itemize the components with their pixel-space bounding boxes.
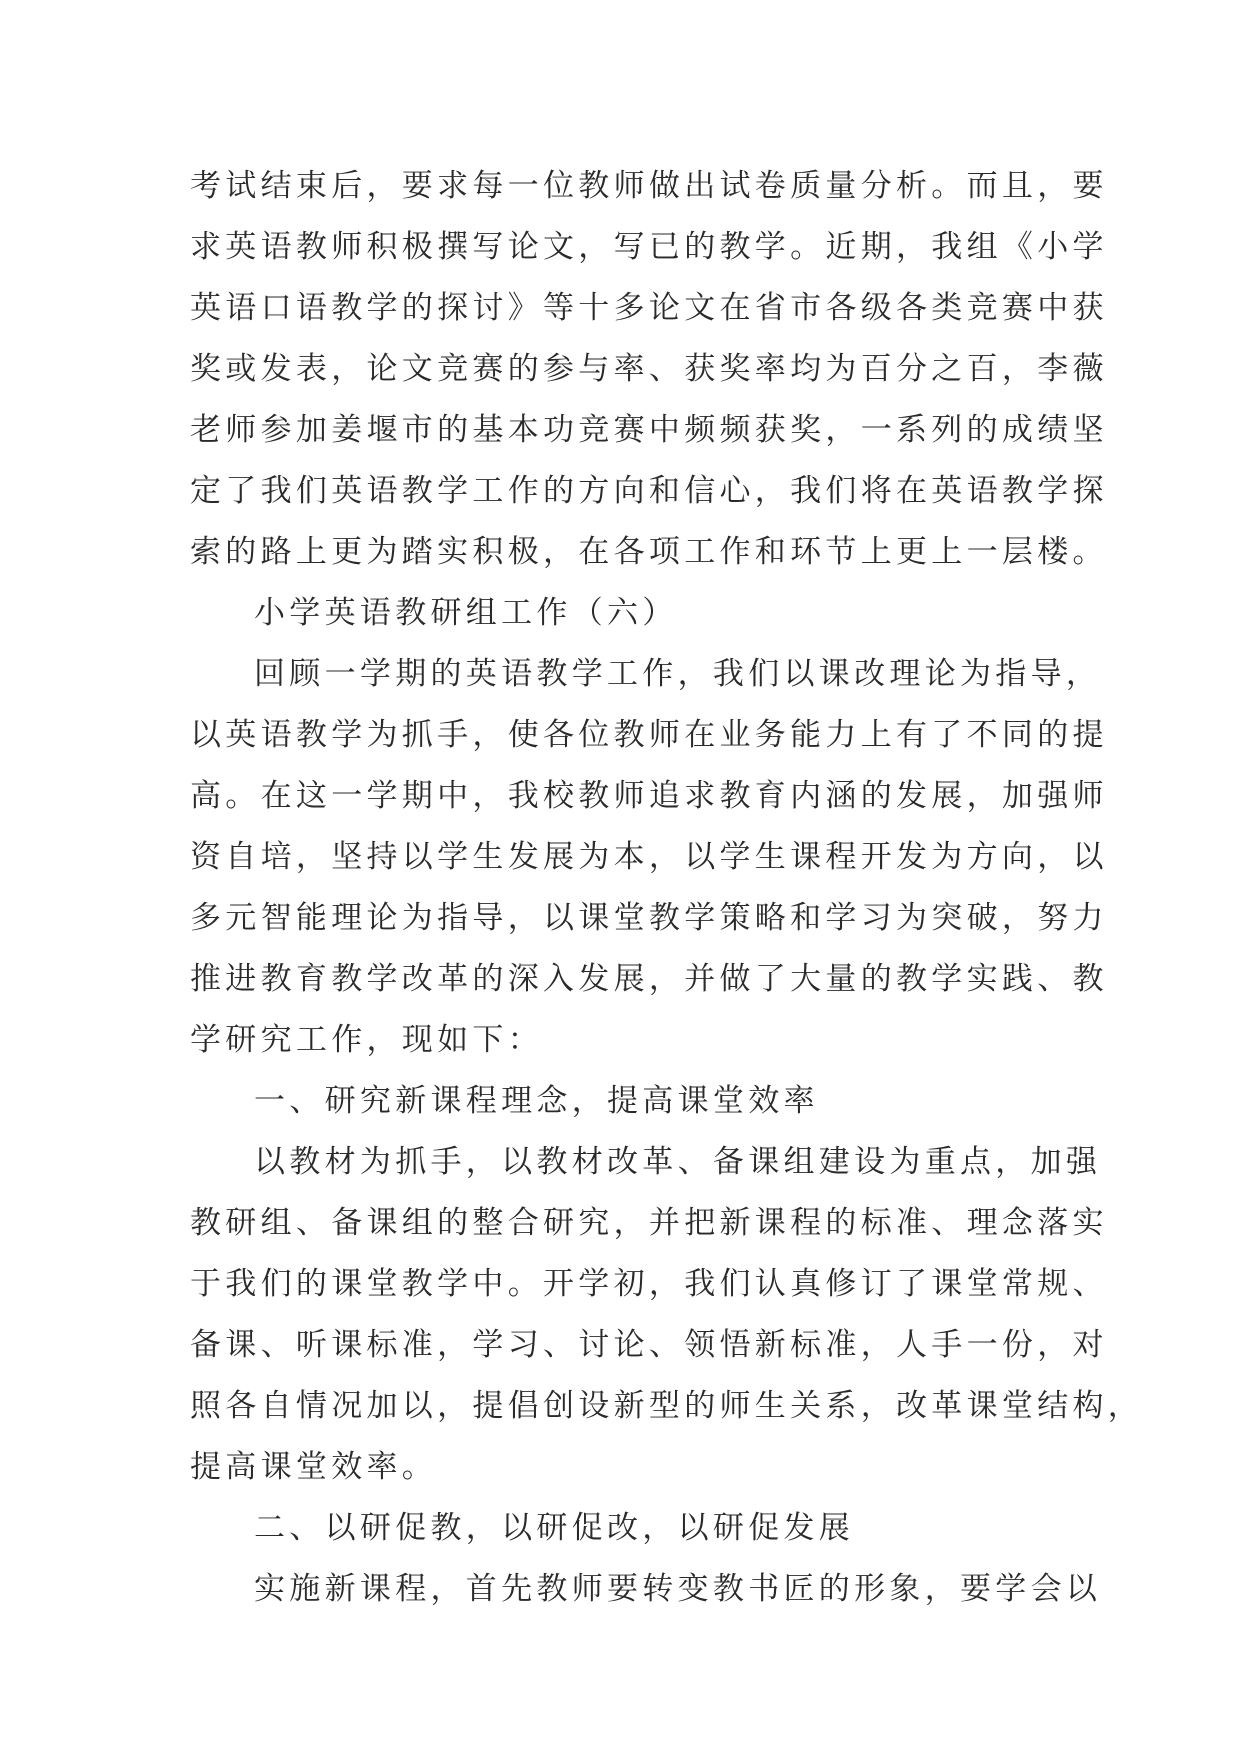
document-body [190, 156, 1144, 1620]
text-line-14: 推进教育教学改革的深入发展，并做了大量的教学实践、教 [190, 961, 1108, 997]
text-line-18: 教研组、备课组的整合研究，并把新课程的标准、理念落实 [190, 1205, 1108, 1241]
text-line-5: 老师参加姜堰市的基本功竞赛中频频获奖，一系列的成绩坚 [190, 412, 1108, 448]
text-line-20: 备课、听课标准，学习、讨论、领悟新标准，人手一份，对 [190, 1327, 1108, 1363]
text-line-2: 求英语教师积极撰写论文，写已的教学。近期，我组《小学 [190, 229, 1108, 265]
text-line-11: 高。在这一学期中，我校教师追求教育内涵的发展，加强师 [190, 778, 1108, 814]
text-line-10: 以英语教学为抓手，使各位教师在业务能力上有了不同的提 [190, 717, 1108, 753]
text-line-17: 以教材为抓手，以教材改革、备课组建设为重点，加强 [254, 1144, 1102, 1180]
text-line-3: 英语口语教学的探讨》等十多论文在省市各级各类竞赛中获 [190, 290, 1108, 326]
section-heading-6: 小学英语教研组工作（六） [254, 595, 678, 631]
text-line-4: 奖或发表，论文竞赛的参与率、获奖率均为百分之百，李薇 [190, 351, 1108, 387]
text-line-21: 照各自情况加以，提倡创设新型的师生关系，改革课堂结构， [190, 1388, 1144, 1424]
text-line-13: 多元智能理论为指导，以课堂教学策略和学习为突破，努力 [190, 900, 1108, 936]
text-line-6: 定了我们英语教学工作的方向和信心，我们将在英语教学探 [190, 473, 1108, 509]
text-line-7: 索的路上更为踏实积极，在各项工作和环节上更上一层楼。 [190, 534, 1108, 570]
subheading-1: 一、研究新课程理念，提高课堂效率 [254, 1083, 819, 1119]
text-line-22: 提高课堂效率。 [190, 1449, 438, 1485]
text-line-19: 于我们的课堂教学中。开学初，我们认真修订了课堂常规、 [190, 1266, 1108, 1302]
subheading-2: 二、以研促教，以研促改，以研促发展 [254, 1510, 855, 1546]
text-line-24: 实施新课程，首先教师要转变教书匠的形象，要学会以 [254, 1571, 1102, 1607]
text-line-15: 学研究工作，现如下： [190, 1022, 543, 1058]
text-line-9: 回顾一学期的英语教学工作，我们以课改理论为指导， [254, 656, 1102, 692]
text-line-1: 考试结束后，要求每一位教师做出试卷质量分析。而且，要 [190, 168, 1108, 204]
text-line-12: 资自培，坚持以学生发展为本，以学生课程开发为方向，以 [190, 839, 1108, 875]
